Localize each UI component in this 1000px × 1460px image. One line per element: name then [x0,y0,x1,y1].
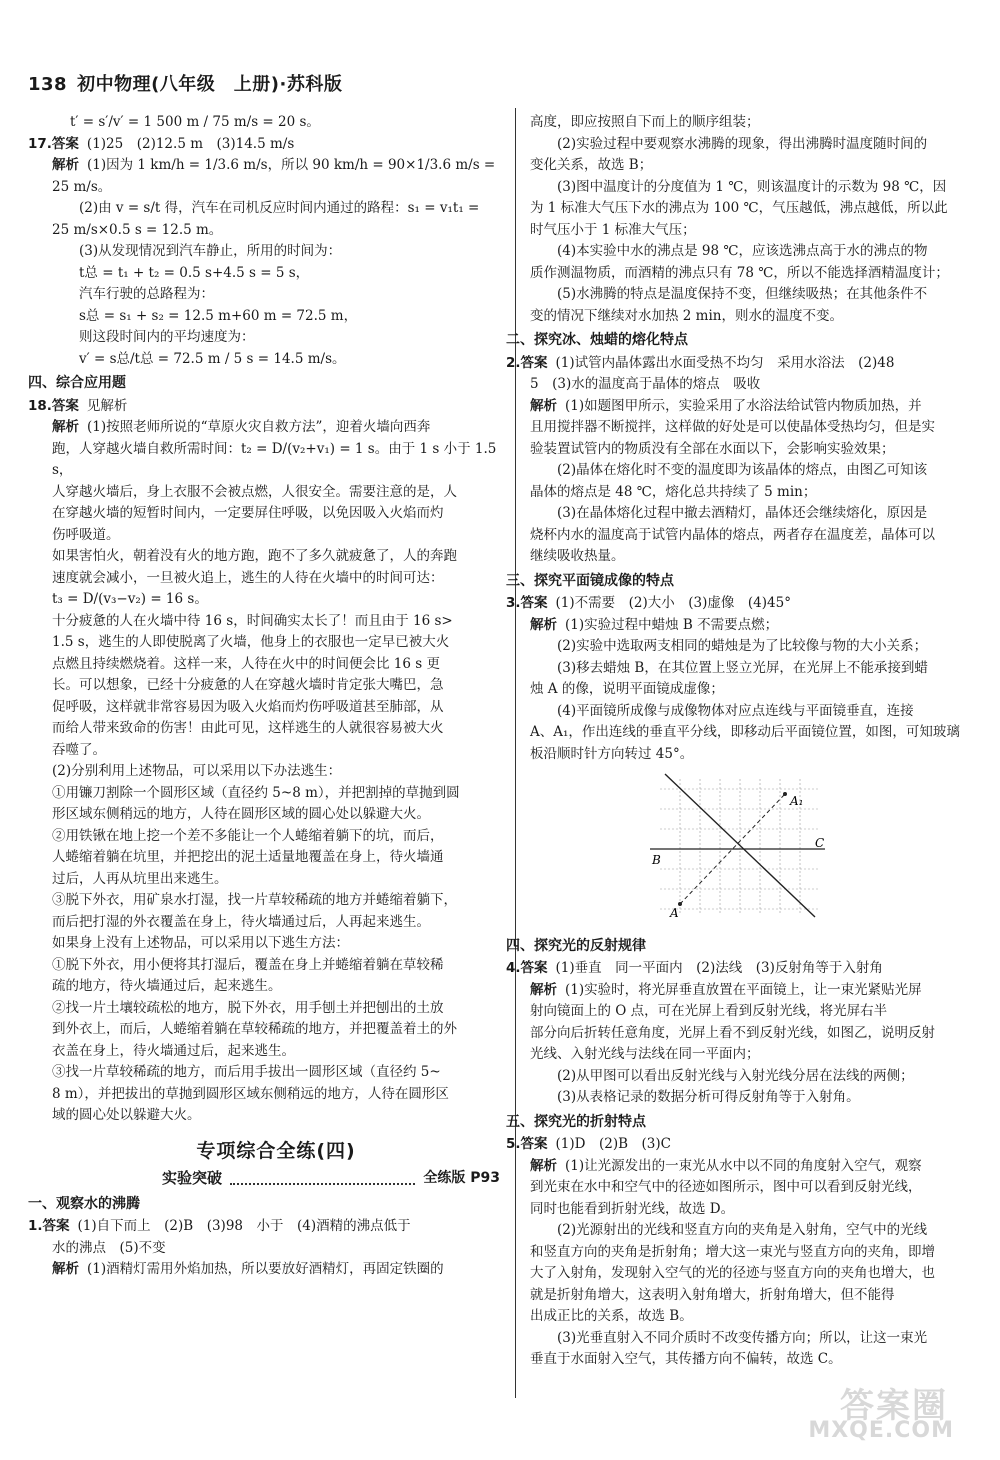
text-line: 1.5 s，逃生的人即使脱离了火墙，他身上的衣服也一定早已被大火 [52,634,450,650]
text-line: 水的沸点 (5)不变 [52,1239,166,1256]
answer-2 [506,353,960,375]
text-line: 晶体的熔点是 48 ℃，熔化总共持续了 5 min； [530,483,817,500]
text-line: A、A₁，作出连线的垂直平分线，即移动后平面镜位置，如图，可知玻璃 [530,724,960,740]
text-line: (2)晶体在熔化时不变的温度即为该晶体的熔点，由图乙可知该 [557,462,928,478]
text-line: 25 m/s。 [52,178,112,195]
answer-label: 1.答案 [28,1218,70,1234]
analysis-label: 解析 [530,616,557,633]
text-line: 如果身上没有上述物品，可以采用以下逃生方法： [52,935,349,951]
answer-1 [28,1216,500,1238]
text-line: 射向镜面上的 O 点，可在光屏上看到反射光线，将光屏右半 [530,1003,888,1019]
text-line: 解析 (1)酒精灯需用外焰加热，所以要放好酒精灯，再固定铁圈的 [52,1261,444,1277]
text-line: 质作测温物质，而酒精的沸点只有 78 ℃，所以不能选择酒精温度计； [530,264,949,281]
text-line: 汽车行驶的总路程为： [79,286,214,302]
text-line: (3)在晶体熔化过程中撤去酒精灯，晶体还会继续熔化，原因是 [557,505,928,521]
text-line: 速度就会减小，一旦被火追上，逃生的人待在火墙中的时间可达： [52,569,444,586]
answer-5 [506,1134,960,1156]
text-line: 同时也能看到折射光线，故选 D。 [530,1200,735,1217]
text-line: 而给人带来致命的伤害！由此可见，这样逃生的人就很容易被大火 [52,720,444,736]
text-line: v′ = s总/t总 = 72.5 m / 5 s = 14.5 m/s。 [79,350,346,367]
page-number: 138 [28,74,68,95]
special-practice-title: 专项综合全练(四) [196,1139,356,1162]
watermark-logo-text: 答案圈 [840,1386,948,1426]
text-line: 十分疲惫的人在火墙中待 16 s，时间确实太长了！而且由于 16 s> [52,612,453,629]
analysis-label: 解析 [52,419,79,435]
text-line: 部分向后折转任意角度，光屏上看不到反射光线，如图乙，说明反射 [530,1024,935,1041]
text-line: 过后，人再从坑里出来逃生。 [52,870,228,887]
text-line: 如果害怕火，朝着没有火的地方跑，跑不了多久就疲惫了，人的奔跑 [52,548,457,564]
text-line: 大了入射角，发现射入空气的光的径迹与竖直方向的夹角也增大，也 [530,1265,935,1281]
text-line: 而后把打湿的外衣覆盖在身上，待火墙通过后，人再起来逃生。 [52,913,430,930]
label-a1: A₁ [790,794,804,808]
answer-18 [28,396,500,418]
text-line: 衣盖在身上，待火墙通过后，起来逃生。 [52,1042,295,1059]
text-line: ①脱下外衣，用小便将其打湿后，覆盖在身上并蜷缩着躺在草较稀 [52,956,444,973]
analysis-label: 解析 [530,981,557,998]
text-line: 光线、入射光线与法线在同一平面内； [530,1046,760,1062]
text-line: 解析 (1)因为 1 km/h = 1/3.6 m/s，所以 90 km/h = 90×1/3.6 m/s = [52,157,496,173]
text-line: (4)本实验中水的沸点是 98 ℃，应该选沸点高于水的沸点的物 [557,243,928,259]
page-reference: 全练版 P93 [423,1170,500,1186]
text-line: 8 m），并把拔出的草抛到圆形区域东侧稍远的地方，人待在圆形区 [52,1085,449,1102]
text-line: 为 1 标准大气压下水的沸点为 100 ℃，气压越低，沸点越低，所以此 [530,200,948,216]
answer-label: 18.答案 [28,397,79,414]
text-line: 变化关系，故选 B； [530,157,653,173]
text-line: 时气压小于 1 标准大气压； [530,221,696,238]
text-line: 高度，即应按照自下而上的顺序组装； [530,114,760,130]
text-line: (3)从发现情况到汽车静止，所用的时间为： [79,243,342,259]
text-line: 解析 (1)实验时，将光屏垂直放置在平面镜上，让一束光紧贴光屏 [530,981,922,998]
text-line: (3)移去蜡烛 B，在其位置上竖立光屏，在光屏上不能承接到蜡 [557,659,928,676]
section-heading: 三、探究平面镜成像的特点 [506,572,674,589]
page-header [28,70,342,96]
answer-text: (1)25 (2)12.5 m (3)14.5 m/s [86,135,295,152]
text-line: 和竖直方向的夹角是折射角；增大这一束光与竖直方向的夹角，即增 [530,1243,935,1260]
text-line: 就是折射角增大，这表明入射角增大，折射角增大，但不能得 [530,1286,895,1303]
text-line: 烛 A 的像，说明平面镜成虚像； [530,681,724,697]
analysis-label: 解析 [52,157,79,173]
text-line: t总 = t₁ + t₂ = 0.5 s+4.5 s = 5 s， [79,264,310,281]
text-line: 垂直于水面射入空气，其传播方向不偏转，故选 C。 [530,1351,842,1367]
text-line: 伤呼吸道。 [52,526,120,543]
answer-label: 5.答案 [506,1136,548,1152]
text-line: 人穿越火墙后，身上衣服不会被点燃，人很安全。需要注意的是，人 [52,483,457,500]
text-line: 验装置试管内的物质没有全部在水面以下，会影响实验效果； [530,440,895,457]
answer-text: (1)试管内晶体露出水面受热不均匀 采用水浴法 (2)48 [555,354,895,371]
text-line: (3)图中温度计的分度值为 1 ℃，则该温度计的示数为 98 ℃，因 [557,178,947,195]
text-line: 到光束在水中和空气中的径迹如图所示，图中可以看到反射光线， [530,1179,922,1195]
text-line: 解析 (1)按照老师所说的“草原火灾自救方法”，迎着火墙向西奔 [52,419,431,435]
text-line: (3)光垂直射入不同介质时不改变传播方向；所以，让这一束光 [557,1329,928,1346]
text-line: 变的情况下继续对水加热 2 min，则水的温度不变。 [530,307,843,324]
text-line: 吞噬了。 [52,741,106,758]
section-heading: 一、观察水的沸腾 [28,1195,140,1212]
text-line: t₃ = D/(v₃−v₂) = 16 s。 [52,591,208,607]
text-line: 则这段时间内的平均速度为： [79,329,255,345]
analysis-label: 解析 [52,1261,79,1277]
answer-3 [506,593,960,615]
label-c: C [815,836,825,850]
text-line: s总 = s₁ + s₂ = 12.5 m+60 m = 72.5 m， [79,307,358,324]
text-line: (2)由 v = s/t 得，汽车在司机反应时间内通过的路程：s₁ = v₁t₁ = [79,200,480,216]
analysis-label: 解析 [530,1157,557,1174]
left-column [28,112,500,1281]
text-line: 形区域东侧稍远的地方，人待在圆形区域的圆心处以躲避大火。 [52,806,430,822]
text-line: (2)分别利用上述物品，可以采用以下办法逃生： [52,763,342,779]
answer-text: (1)自下而上 (2)B (3)98 小于 (4)酒精的沸点低于 [77,1218,411,1234]
text-line: 疏的地方，待火墙通过后，起来逃生。 [52,978,282,994]
answer-text: 见解析 [86,397,128,414]
text-line: 烧杯内水的温度高于试管内晶体的熔点，两者存在温度差，晶体可以 [530,526,935,543]
label-a: A [670,906,679,919]
answer-label: 2.答案 [506,354,548,371]
text-line: 人蜷缩着躺在坑里，并把挖出的泥土适量地覆盖在身上，待火墙通 [52,849,444,865]
text-line: 继续吸收热量。 [530,548,625,564]
book-title: 初中物理(八年级 上册)·苏科版 [77,74,343,95]
watermark-url: MXQE.COM [808,1418,954,1443]
answer-label: 4.答案 [506,960,548,976]
text-line: ③找一片草较稀疏的地方，而后用手拔出一圆形区域（直径约 5~ [52,1064,441,1080]
answer-label: 17.答案 [28,135,79,152]
answer-4 [506,958,960,980]
text-line: (2)实验过程中要观察水沸腾的现象，得出沸腾时温度随时间的 [557,135,928,152]
section-heading: 二、探究冰、烛蜡的熔化特点 [506,332,688,348]
text-line: ②找一片土壤较疏松的地方，脱下外衣，用手刨土并把刨出的土放 [52,999,444,1016]
section-heading: 五、探究光的折射特点 [506,1113,646,1130]
analysis-label: 解析 [530,397,557,414]
text-line: ③脱下外衣，用矿泉水打湿，找一片草较稀疏的地方并蜷缩着躺下， [52,892,457,908]
text-line: 25 m/s×0.5 s = 12.5 m。 [52,221,223,238]
answer-text: (1)D (2)B (3)C [555,1136,671,1152]
answer-label: 3.答案 [506,595,548,611]
text-line: 到外衣上，而后，人蜷缩着躺在草较稀疏的地方，并把覆盖着土的外 [52,1021,457,1037]
section-heading: 四、探究光的反射规律 [506,937,646,954]
text-line: 解析 (1)让光源发出的一束光从水中以不同的角度射入空气，观察 [530,1157,922,1174]
text-line: 跑，人穿越火墙自救所需时间：t₂ = D/(v₂+v₁) = 1 s。由于 1 s 小于 1.5 s， [52,440,497,478]
text-line: 且用搅拌器不断搅拌，这样做的好处是可以使晶体受热均匀，但是实 [530,419,935,435]
text-line: 解析 (1)实验过程中蜡烛 B 不需要点燃； [530,616,779,633]
text-line: (4)平面镜所成像与成像物体对应点连线与平面镜垂直，连接 [557,702,914,719]
plane-mirror-diagram [650,769,830,919]
text-line: 板沿顺时针方向转过 45°。 [530,745,694,762]
text-line: (3)从表格记录的数据分析可得反射角等于入射角。 [557,1089,860,1105]
text-line: 域的圆心处以躲避大火。 [52,1107,201,1123]
label-b: B [652,853,661,867]
experiment-subtitle: 实验突破 全练版 P93 [162,1168,500,1190]
text-line: ②用铁锹在地上挖一个差不多能让一个人蜷缩着躺下的坑，而后， [52,827,444,844]
answer-17 [28,134,500,156]
text-line: 在穿越火墙的短暂时间内，一定要屏住呼吸，以免因吸入火焰而灼 [52,505,444,521]
text-line: 点燃且持续燃烧着。这样一来，人待在火中的时间便会比 16 s 更 [52,655,440,672]
text-line: 5 (3)水的温度高于晶体的熔点 吸收 [530,376,761,392]
text-line: 长。可以想象，已经十分疲惫的人在穿越火墙时肯定张大嘴巴，急 [52,677,444,693]
text-line: 促呼吸，这样就非常容易因为吸入火焰而灼伤呼吸道甚至肺部，从 [52,698,444,715]
point-a1 [783,792,787,796]
text-line: (2)光源射出的光线和竖直方向的夹角是入射角，空气中的光线 [557,1222,928,1238]
text-line: 出成正比的关系，故选 B。 [530,1308,693,1324]
answer-text: (1)垂直 同一平面内 (2)法线 (3)反射角等于入射角 [555,960,883,976]
text-line: (2)实验中选取两支相同的蜡烛是为了比较像与物的大小关系； [557,638,928,654]
right-column [506,112,960,1371]
watermark [794,1378,974,1448]
text-line: ①用镰刀割除一个圆形区域（直径约 5~8 m），并把割掉的草抛到圆 [52,784,460,801]
text-line: (5)水沸腾的特点是温度保持不变，但继续吸热；在其他条件不 [557,286,928,302]
text-line: (2)从甲图可以看出反射光线与入射光线分居在法线的两侧； [557,1067,914,1084]
text-line: t′ = s′/v′ = 1 500 m / 75 m/s = 20 s。 [70,114,320,130]
answer-text: (1)不需要 (2)大小 (3)虚像 (4)45° [555,595,791,611]
text-line: 解析 (1)如题图甲所示，实验采用了水浴法给试管内物质加热，并 [530,397,922,414]
section-heading: 四、综合应用题 [28,375,126,391]
column-divider [515,108,516,1398]
